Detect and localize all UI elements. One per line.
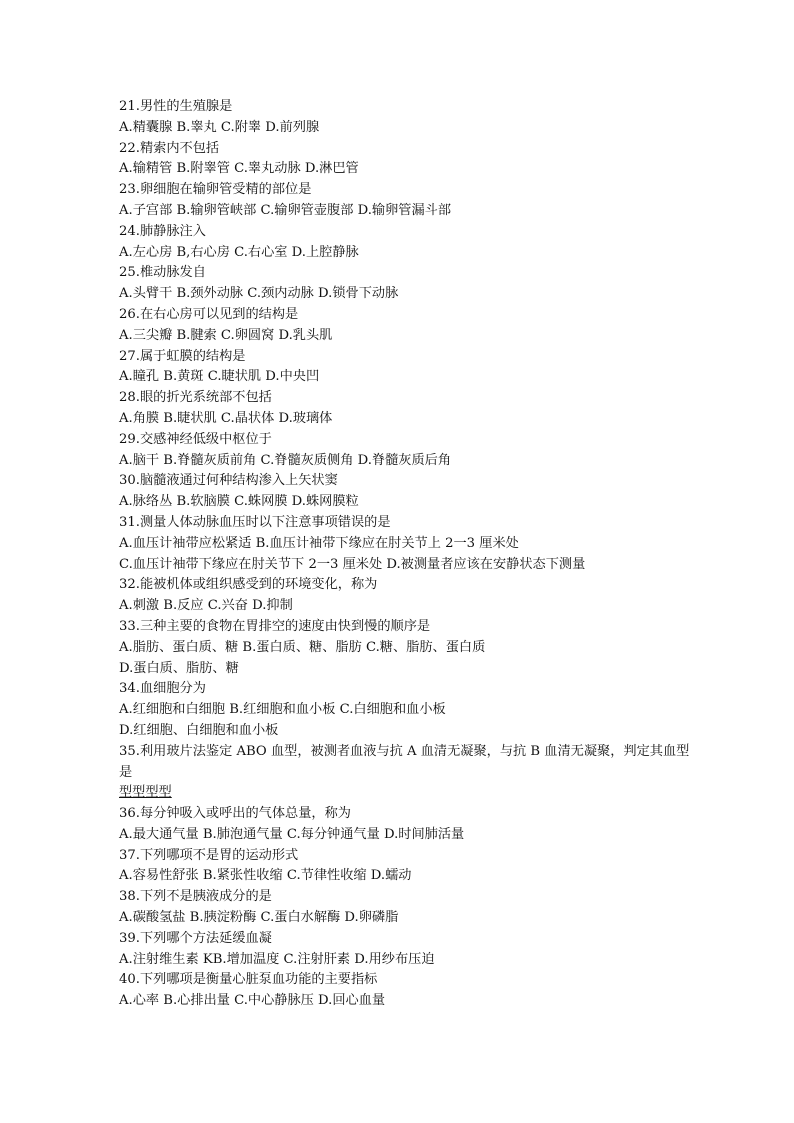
- options-37: A.容易性舒张 B.紧张性收缩 C.节律性收缩 D.蠕动: [119, 868, 412, 884]
- question-28: 28.眼的折光系统部不包括: [119, 390, 272, 406]
- question-21: 21.男性的生殖腺是: [119, 99, 233, 114]
- options-29: A.脑干 B.脊髓灰质前角 C.脊髓灰质侧角 D.脊髓灰质后角: [119, 452, 452, 468]
- options-32: A.刺激 B.反应 C.兴奋 D.抑制: [119, 598, 293, 614]
- question-38: 38.下列不是胰液成分的是: [119, 889, 272, 905]
- question-25: 25.椎动脉发自: [119, 265, 206, 281]
- question-37: 37.下列哪项不是胃的运动形式: [119, 847, 299, 863]
- options-26: A.三尖瓣 B.腱索 C.卵圆窝 D.乳头肌: [119, 327, 333, 343]
- question-27: 27.属于虹膜的结构是: [119, 348, 246, 364]
- options-28: A.角膜 B.睫状肌 C.晶状体 D.玻璃体: [119, 410, 333, 426]
- options-30: A.脉络丛 B.软脑膜 C.蛛网膜 D.蛛网膜粒: [119, 494, 359, 510]
- options-22: A.输精管 B.附睾管 C.睾丸动脉 D.淋巴管: [119, 161, 359, 177]
- options-25: A.头臂干 B.颈外动脉 C.颈内动脉 D.锁骨下动脉: [119, 286, 399, 302]
- question-32: 32.能被机体或组织感受到的环境变化，称为: [119, 577, 378, 593]
- question-33: 33.三种主要的食物在胃排空的速度由快到慢的顺序是: [119, 618, 431, 634]
- options-31-line-2: C.血压计袖带下缘应在肘关节下 2一3 厘米处 D.被测量者应该在安静状态下测量: [119, 556, 586, 572]
- question-34: 34.血细胞分为: [119, 681, 206, 697]
- options-23: A.子宫部 B.输卵管峡部 C.输卵管壶腹部 D.输卵管漏斗部: [119, 202, 452, 218]
- question-23: 23.卵细胞在输卵管受精的部位是: [119, 182, 312, 198]
- question-list: [119, 97, 694, 1012]
- question-26: 26.在右心房可以见到的结构是: [119, 306, 299, 322]
- options-31-line-1: A.血压计袖带应松紧适 B.血压计袖带下缘应在肘关节上 2一3 厘米处: [119, 535, 519, 551]
- options-27: A.瞳孔 B.黄斑 C.睫状肌 D.中央凹: [119, 369, 320, 385]
- options-36: A.最大通气量 B.肺泡通气量 C.每分钟通气量 D.时间肺活量: [119, 826, 465, 842]
- question-30: 30.脑髓液通过何种结构渗入上矢状窦: [119, 473, 338, 489]
- options-38: A.碳酸氢盐 B.胰淀粉酶 C.蛋白水解酶 D.卵磷脂: [119, 910, 399, 926]
- question-31: 31.测量人体动脉血压时以下注意事项错误的是: [119, 514, 391, 530]
- question-39: 39.下列哪个方法延缓血凝: [119, 930, 272, 946]
- options-35: 型型型型: [119, 785, 172, 801]
- options-39: A.注射维生素 KB.增加温度 C.注射肝素 D.用纱布压迫: [119, 951, 435, 967]
- options-24: A.左心房 B,右心房 C.右心室 D.上腔静脉: [119, 244, 359, 260]
- question-24: 24.肺静脉注入: [119, 223, 206, 239]
- options-34-line-1: A.红细胞和白细胞 B.红细胞和血小板 C.白细胞和血小板: [119, 702, 446, 718]
- options-33-line-1: A.脂肪、蛋白质、糖 B.蛋白质、糖、脂肪 C.糖、脂肪、蛋白质: [119, 639, 486, 655]
- options-40: A.心率 B.心排出量 C.中心静脉压 D.回心血量: [119, 993, 386, 1009]
- options-21: A.精囊腺 B.睾丸 C.附睾 D.前列腺: [119, 119, 320, 135]
- options-33-line-2: D.蛋白质、脂肪、糖: [119, 660, 239, 676]
- question-29: 29.交感神经低级中枢位于: [119, 431, 272, 447]
- question-36: 36.每分钟吸入或呼出的气体总量，称为: [119, 806, 351, 822]
- question-35: 35.利用玻片法鉴定 ABO 血型，被测者血液与抗 A 血清无凝聚，与抗 B 血清无凝聚，判定其血型是: [119, 743, 690, 780]
- options-34-line-2: D.红细胞、白细胞和血小板: [119, 722, 279, 738]
- question-40: 40.下列哪项是衡量心脏泵血功能的主要指标: [119, 972, 378, 988]
- question-22: 22.精索内不包括: [119, 140, 220, 156]
